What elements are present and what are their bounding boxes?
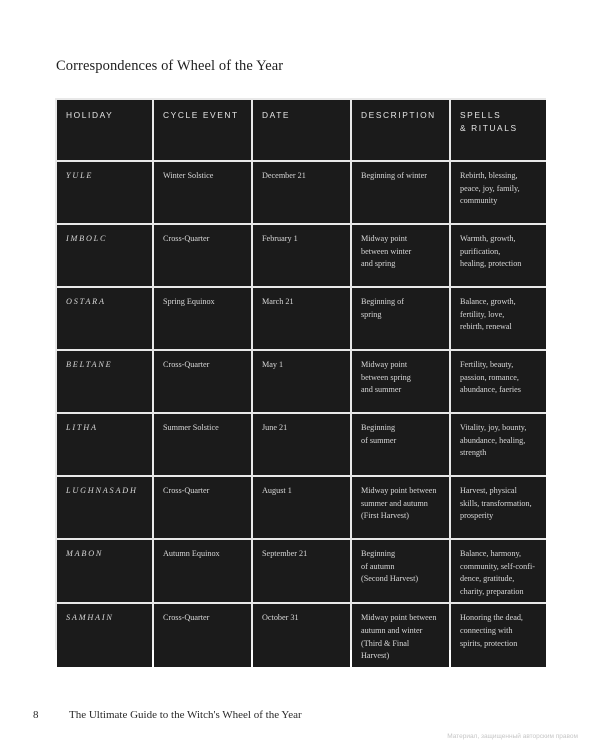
page-title: Correspondences of Wheel of the Year xyxy=(56,58,284,74)
cell-description xyxy=(352,540,449,602)
cell-line: (Second Harvest) xyxy=(361,574,419,584)
cell-cycle-event: Cross-Quarter xyxy=(154,351,251,412)
cell-description xyxy=(352,351,449,412)
cell-line: DESCRIPTION xyxy=(361,110,436,120)
cell-line: between winter xyxy=(361,246,412,256)
cell-line: Midway point between xyxy=(361,486,437,495)
cell-line: Beginning of winter xyxy=(361,171,427,180)
cell-line: peace, joy, family, xyxy=(460,183,520,193)
cell-line: prosperity xyxy=(460,511,494,521)
cell-line: summer and autumn xyxy=(361,498,428,508)
cell-line: and summer xyxy=(361,385,402,395)
cell-line: SPELLS xyxy=(460,110,502,120)
header-holiday xyxy=(57,100,152,160)
cell-line: Vitality, joy, bounty, xyxy=(460,423,527,432)
cell-line: community, self-confi- xyxy=(460,561,535,571)
cell-line: abundance, faeries xyxy=(460,385,521,395)
cell-line: healing, protection xyxy=(460,259,522,269)
cell-line: Midway point between xyxy=(361,613,437,623)
table-row xyxy=(57,414,546,475)
cell-line: fertility, love, xyxy=(460,309,505,319)
running-footer-title: The Ultimate Guide to the Witch's Wheel of the Year xyxy=(69,709,302,721)
cell-date: August 1 xyxy=(253,477,350,538)
table-row xyxy=(57,225,546,286)
page-number: 8 xyxy=(33,709,39,721)
cell-line: community xyxy=(460,196,498,206)
cell-cycle-event: Cross-Quarter xyxy=(154,477,251,538)
cell-date: September 21 xyxy=(253,540,350,602)
cell-holiday: BELTANE xyxy=(57,351,152,412)
cell-cycle-event: Autumn Equinox xyxy=(154,540,251,602)
cell-date: May 1 xyxy=(253,351,350,412)
cell-line: (Third & Final xyxy=(361,638,410,648)
cell-line: Honoring the dead, xyxy=(460,613,523,623)
cell-line: skills, transformation, xyxy=(460,498,532,508)
cell-holiday: SAMHAIN xyxy=(57,604,152,666)
cell-line: abundance, healing, xyxy=(460,435,526,445)
table-row xyxy=(57,288,546,349)
table-row xyxy=(57,540,546,602)
cell-line: Midway point xyxy=(361,234,408,243)
cell-line: between spring xyxy=(361,372,411,382)
cell-cycle-event: Spring Equinox xyxy=(154,288,251,349)
cell-line: spring xyxy=(361,309,382,319)
cell-date: March 21 xyxy=(253,288,350,349)
cell-line: dence, gratitude, xyxy=(460,574,515,584)
cell-line: autumn and winter xyxy=(361,625,423,635)
cell-line: Fertility, beauty, xyxy=(460,360,514,369)
cell-cycle-event: Summer Solstice xyxy=(154,414,251,475)
table-row xyxy=(57,604,546,666)
cell-line: Harvest, physical xyxy=(460,486,517,495)
header-spells-rituals xyxy=(451,100,546,160)
table-row xyxy=(57,351,546,412)
cell-holiday: IMBOLC xyxy=(57,225,152,286)
cell-holiday: LITHA xyxy=(57,414,152,475)
header-cycle-event xyxy=(154,100,251,160)
cell-line: (First Harvest) xyxy=(361,511,409,521)
cell-spells-rituals xyxy=(451,288,546,349)
cell-line: Warmth, growth, xyxy=(460,234,516,243)
cell-date: February 1 xyxy=(253,225,350,286)
cell-line: DATE xyxy=(262,110,291,120)
cell-description xyxy=(352,225,449,286)
cell-holiday: MABON xyxy=(57,540,152,602)
cell-cycle-event: Winter Solstice xyxy=(154,162,251,223)
cell-cycle-event: Cross-Quarter xyxy=(154,604,251,666)
cell-line: charity, preparation xyxy=(460,586,524,596)
cell-date: December 21 xyxy=(253,162,350,223)
cell-holiday: LUGHNASADH xyxy=(57,477,152,538)
cell-line: passion, romance, xyxy=(460,372,519,382)
cell-line: Beginning of xyxy=(361,297,404,306)
cell-line: Balance, growth, xyxy=(460,297,516,306)
copyright-watermark: Материал, защищенный авторским правом xyxy=(447,733,578,740)
cell-holiday: OSTARA xyxy=(57,288,152,349)
cell-spells-rituals xyxy=(451,540,546,602)
cell-description xyxy=(352,288,449,349)
cell-line: HOLIDAY xyxy=(66,110,114,120)
header-description xyxy=(352,100,449,160)
cell-spells-rituals xyxy=(451,351,546,412)
cell-date: June 21 xyxy=(253,414,350,475)
cell-line: strength xyxy=(460,448,487,458)
correspondences-table xyxy=(55,98,548,669)
cell-line: rebirth, renewal xyxy=(460,322,512,332)
table-row xyxy=(57,162,546,223)
cell-description xyxy=(352,477,449,538)
cell-description xyxy=(352,162,449,223)
cell-line: and spring xyxy=(361,259,396,269)
cell-spells-rituals xyxy=(451,162,546,223)
cell-spells-rituals xyxy=(451,477,546,538)
cell-line: Harvest) xyxy=(361,651,390,661)
cell-spells-rituals xyxy=(451,604,546,666)
table-row xyxy=(57,477,546,538)
cell-line: connecting with xyxy=(460,625,513,635)
cell-line: CYCLE EVENT xyxy=(163,110,239,120)
cell-line: of autumn xyxy=(361,561,395,571)
cell-line: Beginning xyxy=(361,549,396,558)
table-header-row xyxy=(57,100,546,160)
cell-line: of summer xyxy=(361,435,397,445)
correspondences-table-container xyxy=(55,98,546,661)
header-date xyxy=(253,100,350,160)
cell-line: Rebirth, blessing, xyxy=(460,171,518,180)
cell-date: October 31 xyxy=(253,604,350,666)
cell-line: Balance, harmony, xyxy=(460,549,522,558)
cell-description xyxy=(352,604,449,666)
cell-holiday: YULE xyxy=(57,162,152,223)
cell-spells-rituals xyxy=(451,225,546,286)
cell-line: purification, xyxy=(460,246,501,256)
cell-description xyxy=(352,414,449,475)
cell-spells-rituals xyxy=(451,414,546,475)
cell-line: & RITUALS xyxy=(460,123,518,133)
cell-line: Beginning xyxy=(361,423,396,432)
cell-line: spirits, protection xyxy=(460,638,518,648)
cell-cycle-event: Cross-Quarter xyxy=(154,225,251,286)
cell-line: Midway point xyxy=(361,360,408,369)
